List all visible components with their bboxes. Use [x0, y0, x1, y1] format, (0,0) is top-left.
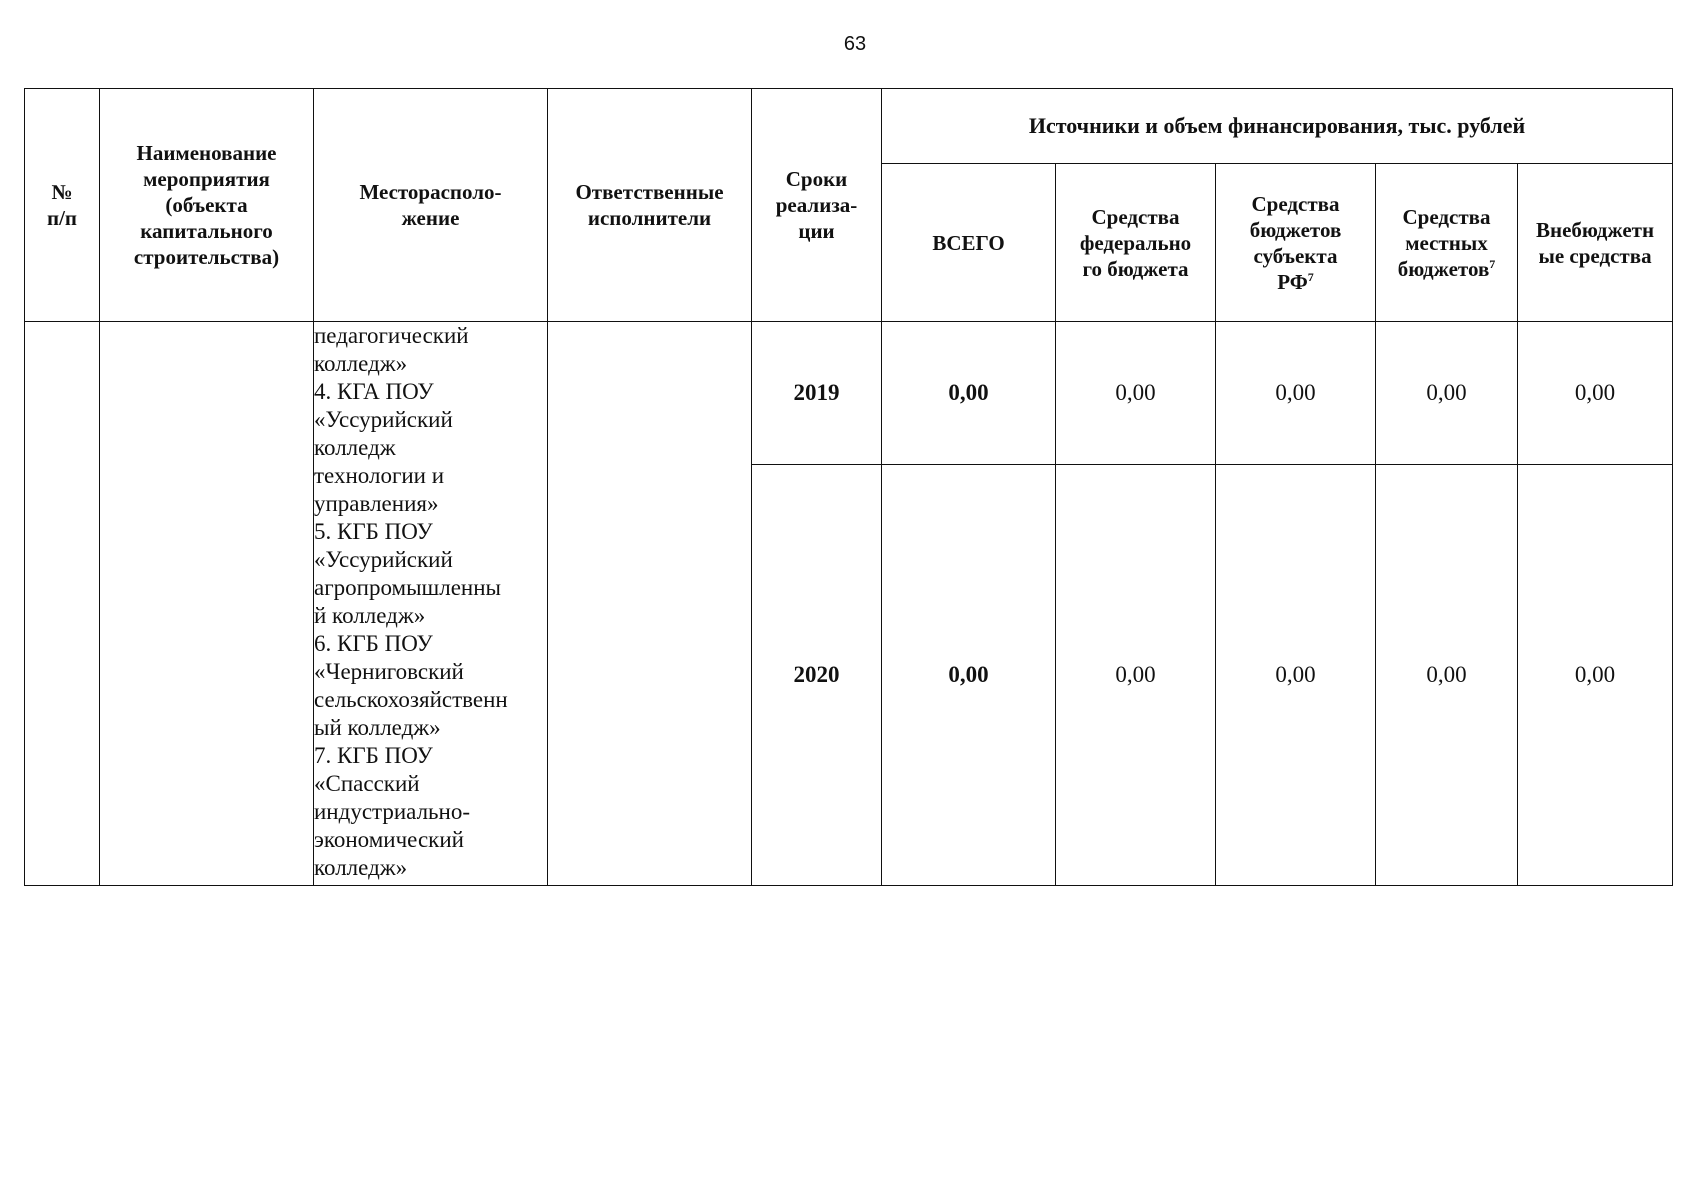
- cell-extrabudget: 0,00: [1518, 465, 1673, 886]
- cell-regional: 0,00: [1216, 465, 1376, 886]
- header-regional-sup: 7: [1307, 269, 1314, 284]
- header-regional: Средства бюджетов субъекта $РФ^7$: [1216, 164, 1376, 322]
- cell-regional: 0,00: [1216, 322, 1376, 465]
- cell-extrabudget: 0,00: [1518, 322, 1673, 465]
- location-line: й колледж»: [314, 603, 426, 628]
- header-local-sup: 7: [1489, 256, 1496, 271]
- location-line: «Черниговский: [314, 659, 464, 684]
- location-line: управления»: [314, 491, 439, 516]
- header-location: Месторасполо- жение: [314, 89, 548, 322]
- location-line: педагогический: [314, 323, 469, 348]
- header-local: Средства местных бюджетов$^7$: [1376, 164, 1518, 322]
- location-line: 5. КГБ ПОУ: [314, 519, 433, 544]
- cell-federal: 0,00: [1056, 465, 1216, 886]
- location-line: «Уссурийский: [314, 547, 453, 572]
- header-total: ВСЕГО: [882, 164, 1056, 322]
- location-line: «Уссурийский: [314, 407, 453, 432]
- location-line: 4. КГА ПОУ: [314, 379, 434, 404]
- cell-responsible: [548, 322, 752, 886]
- header-event-name: Наименование мероприятия (объекта капитального строительства): [100, 89, 314, 322]
- table-row: [25, 322, 1673, 465]
- cell-year: 2019: [752, 322, 882, 465]
- cell-total: 0,00: [882, 322, 1056, 465]
- location-line: колледж: [314, 435, 396, 460]
- header-responsible: Ответственные исполнители: [548, 89, 752, 322]
- cell-num: [25, 322, 100, 886]
- location-line: «Спасский: [314, 771, 420, 796]
- location-line: индустриально-: [314, 799, 471, 824]
- location-line: агропромышленны: [314, 575, 501, 600]
- cell-year: 2020: [752, 465, 882, 886]
- location-line: 6. КГБ ПОУ: [314, 631, 433, 656]
- cell-event-name: [100, 322, 314, 886]
- header-funding-group: Источники и объем финансирования, тыс. рублей: [882, 89, 1673, 164]
- location-line: 7. КГБ ПОУ: [314, 743, 433, 768]
- location-line: колледж»: [314, 351, 408, 376]
- header-num: № п/п: [25, 89, 100, 322]
- header-federal: Средства федерально го бюджета: [1056, 164, 1216, 322]
- location-line: ый колледж»: [314, 715, 441, 740]
- header-terms: Сроки реализа- ции: [752, 89, 882, 322]
- location-line: экономический: [314, 827, 464, 852]
- page-number: 63: [843, 33, 867, 55]
- cell-local: 0,00: [1376, 322, 1518, 465]
- cell-local: 0,00: [1376, 465, 1518, 886]
- location-line: технологии и: [314, 463, 445, 488]
- cell-location: [314, 322, 548, 886]
- funding-table: [24, 88, 1673, 886]
- location-line: колледж»: [314, 855, 408, 880]
- header-extrabudget: Внебюджетн ые средства: [1518, 164, 1673, 322]
- location-line: сельскохозяйственн: [314, 687, 508, 712]
- cell-total: 0,00: [882, 465, 1056, 886]
- cell-federal: 0,00: [1056, 322, 1216, 465]
